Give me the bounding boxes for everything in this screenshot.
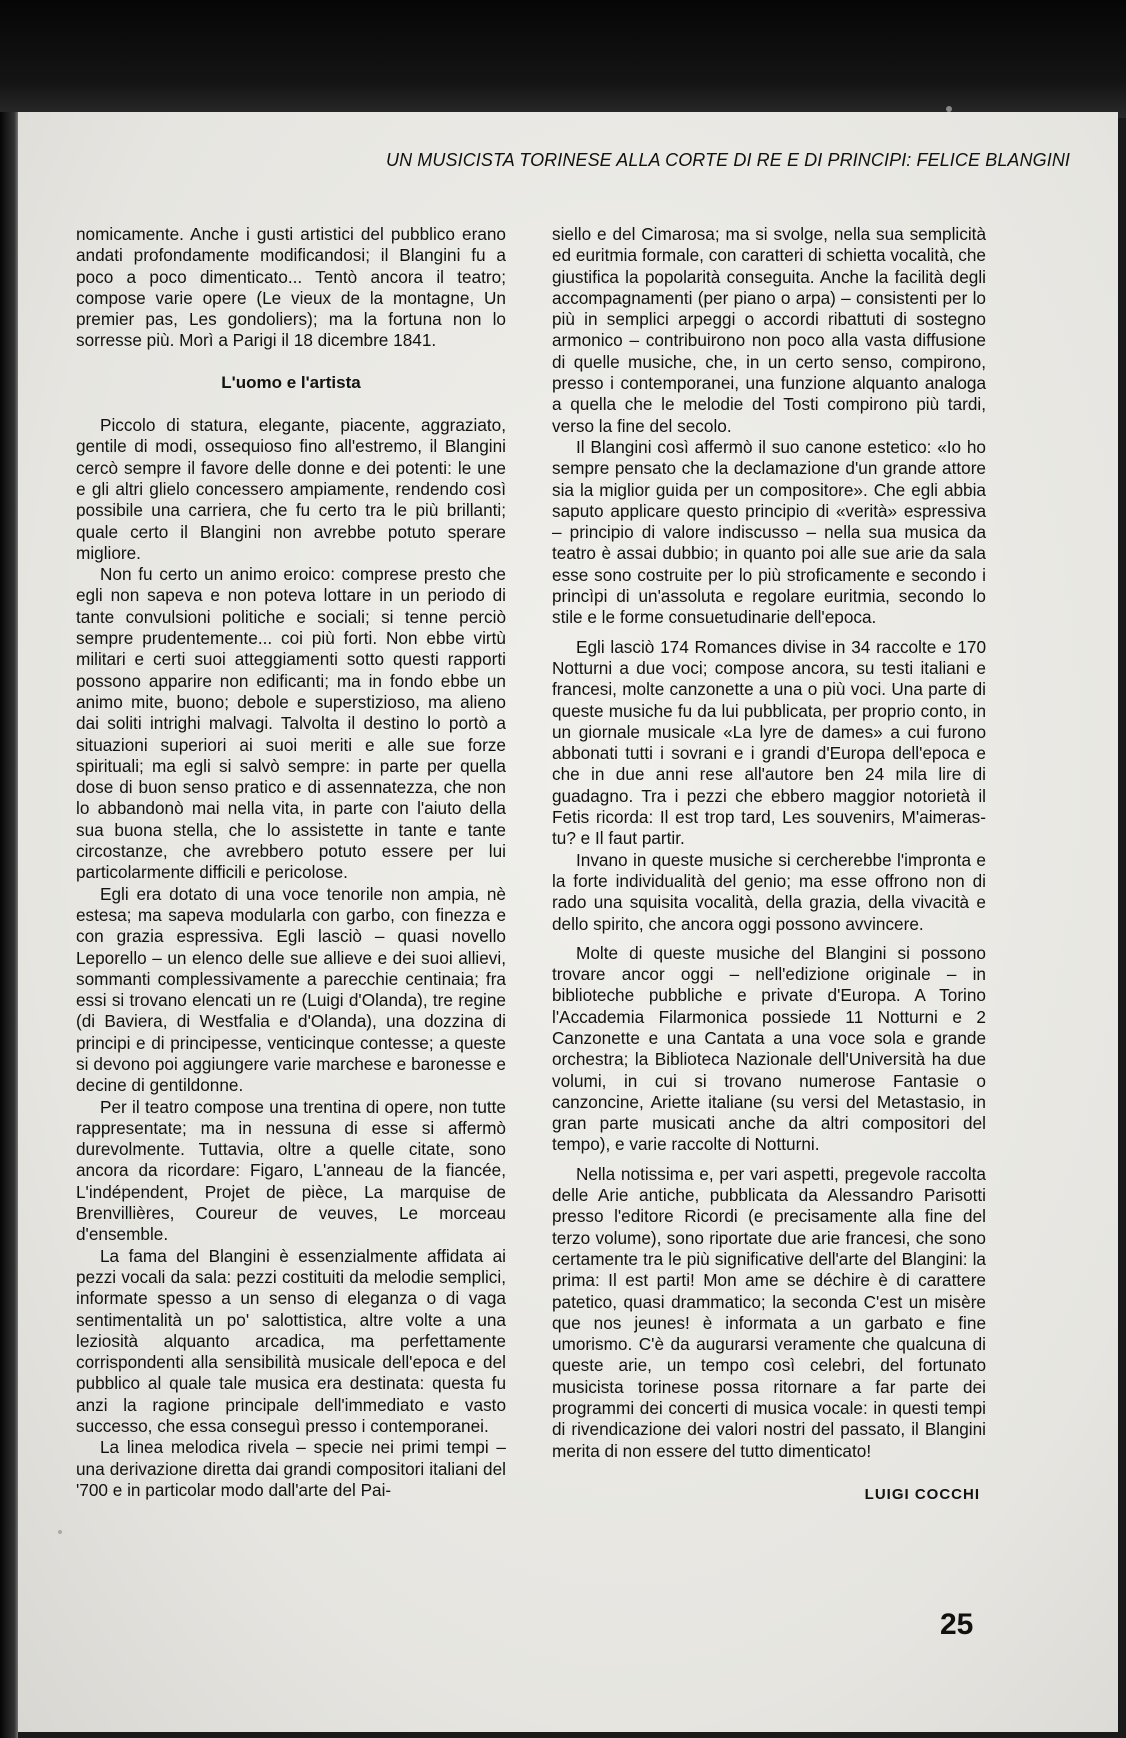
paragraph: Egli era dotato di una voce tenorile non ampia, nè estesa; ma sapeva modularla con garbo, con finezza e con grazia espressiva. Egli lasciò – quasi novello Leporello – un elenco delle sue allieve e dei suoi allievi, sommanti complessivamente a parecchie centinaia; fra essi si trovano elencati un re (Luigi d'Olanda), tre regine (di Baviera, di Westfalia e d'Olanda), una dozzina di principi e di principesse, venticinque contesse; a queste si devono poi aggiungere varie marchese e baronesse e decine di gentildonne. (76, 883, 506, 1096)
scan-speck (58, 1530, 62, 1534)
paragraph: Per il teatro compose una trentina di opere, non tutte rappresentate; ma in nessuna di esse si affermò durevolmente. Tuttavia, oltre a quelle citate, sono ancora da ricordare: Figaro, L'anneau de la fiancée, L'indépendent, Projet de pièce, La marquise de Brenvillières, Coureur de veuves, Le morceau d'ensemble. (76, 1096, 506, 1245)
paragraph: Il Blangini così affermò il suo canone estetico: «Io ho sempre pensato che la declamazione d'un grande attore sia la miglior guida per un compositore». Che egli abbia saputo applicare questo principio di «verità» espressiva – principio di valore indiscusso – nella sua musica da teatro è assai dubbio; in quanto poi alle sue arie da sala esse sono costruite per lo più stroficamente e secondo i princìpi di un'assoluta e regolare euritmia, secondo lo stile e le forme consuetudinarie dell'epoca. (552, 436, 986, 628)
right-column (552, 224, 986, 1505)
paragraph: Nella notissima e, per vari aspetti, pregevole raccolta delle Arie antiche, pubblicata da Alessandro Parisotti presso l'editore Ricordi (e precisamente alla fine del terzo volume), sono riportate due arie francesi, che sono certamente tra le più significative dell'arte del Blangini: la prima: Il est parti! Mon ame se déchire è di carattere patetico, quasi drammatico; la seconda C'est un misère que nos jeunes! è informata a un garbato e fine umorismo. C'è da augurarsi veramente che qualcuna di queste arie, un tempo così celebri, del fortunato musicista torinese possa ritornare a far parte dei programmi dei concerti di musica vocale: in questi tempi di rivendicazione dei valori nostri del passato, il Blangini merita di non essere del tutto dimenticato! (552, 1163, 986, 1461)
page-binding-edge (0, 112, 18, 1738)
paragraph: La fama del Blangini è essenzialmente affidata ai pezzi vocali da sala: pezzi costituiti da melodie semplici, informate spesso a un senso di eleganza o di vaga sentimentalità un po' salottistica, altre volte a una leziosità alquanto arcadica, ma perfettamente corrispondenti alla sensibilità musicale dell'epoca e del pubblico al quale tale musica era destinata: questa fu anzi la ragione principale dell'immediato e vasto successo, che essa conseguì presso i contemporanei. (76, 1245, 506, 1437)
scan-top-margin (0, 0, 1126, 118)
running-header: UN MUSICISTA TORINESE ALLA CORTE DI RE E DI PRINCIPI: FELICE BLANGINI (386, 150, 1071, 170)
paragraph: Piccolo di statura, elegante, piacente, aggraziato, gentile di modi, ossequioso fino all'estremo, il Blangini cercò sempre il favore delle donne e dei potenti: le une e gli altri glielo concessero ampiamente, rendendo così possibile una carriera, che fu certo tra le più brillanti; quale certo il Blangini non avrebbe potuto sperare migliore. (76, 415, 506, 563)
paragraph: Invano in queste musiche si cercherebbe l'impronta e la forte individualità del genio; ma esse offrono non di rado una squisita vocalità, della grazia, della vivacità e dello spirito, che ancora oggi possono avvincere. (552, 849, 986, 934)
paragraph: nomicamente. Anche i gusti artistici del pubblico erano andati profondamente modificandosi; il Blangini fu a poco a poco dimenticato... Tentò ancora il teatro; compose varie opere (Le vieux de la montagne, Un premier pas, Les gondoliers); ma la fortuna non lo sorresse più. Morì a Parigi il 18 dicembre 1841. (76, 224, 506, 351)
paragraph: siello e del Cimarosa; ma si svolge, nella sua semplicità ed euritmia formale, con caratteri di schietta vocalità, che giustifica la popolarità conseguita. Anche la facilità degli accompagnamenti (per piano o arpa) – consistenti per lo più in semplici arpeggi o accordi ribattuti di sostegno armonico – contribuirono non poco alla vasta diffusione di quelle musiche, che, in un certo senso, compirono, presso i contemporanei, una funzione alquanto analoga a quella che le melodie del Tosti compirono più tardi, verso la fine del secolo. (552, 224, 986, 436)
paragraph: Egli lasciò 174 Romances divise in 34 raccolte e 170 Notturni a due voci; compose ancora, su testi italiani e francesi, molte canzonette a una o più voci. Una parte di queste musiche fu da lui pubblicata, per proprio conto, in un giornale musicale «La lyre de dames» a cui furono abbonati tutti i sovrani e i grandi d'Europa dell'epoca e che in due anni rese all'autore ben 24 mila lire di guadagno. Tra i pezzi che ebbero maggior notorietà il Fetis ricorda: Il est trop tard, Les souvenirs, M'aimeras-tu? e Il faut partir. (552, 636, 986, 849)
paragraph: La linea melodica rivela – specie nei primi tempi – una derivazione diretta dai grandi compositori italiani del '700 e in particolar modo dall'arte del Pai- (76, 1437, 506, 1500)
paragraph: Molte di queste musiche del Blangini si possono trovare ancor oggi – nell'edizione originale – in biblioteche pubbliche e private d'Europa. A Torino l'Accademia Filarmonica possiede 11 Notturni e 2 Canzonette e una Cantata a una voce sola e grande orchestra; la Biblioteca Nazionale dell'Università ha due volumi, in cui si trovano numerose Fantasie o canzoncine, Ariette italiane (su versi del Metastasio, in gran parte musicati anche da altri compositori del tempo), e varie raccolte di Notturni. (552, 942, 986, 1155)
paragraph: Non fu certo un animo eroico: comprese presto che egli non sapeva e non poteva lottare in un periodo di tante convulsioni politiche e sociali; si tenne perciò sempre prudentemente... coi più forti. Non ebbe virtù militari e certi suoi atteggiamenti sotto questi rapporti possono apparire non edificanti; ma in fondo ebbe un animo mite, buono; debole e superstizioso, ma alieno dai soliti intrighi malvagi. Talvolta il destino lo portò a situazioni superiori ai suoi meriti e alle sue forze spirituali; ma egli si salvò sempre: in parte per quella dose di buon senso pratico e di assennatezza, che non lo abbandonò mai nella vita, in parte con l'aiuto della sua buona stella, che lo assistette in tante e tante circostanze, che avrebbero potuto essere per lui particolarmente difficili e pericolose. (76, 564, 506, 883)
scan-speck (946, 106, 952, 112)
section-title: L'uomo e l'artista (221, 372, 361, 392)
author-signature: LUIGI COCCHI (864, 1485, 980, 1503)
left-column (76, 224, 506, 1501)
page-number: 25 (940, 1608, 974, 1641)
